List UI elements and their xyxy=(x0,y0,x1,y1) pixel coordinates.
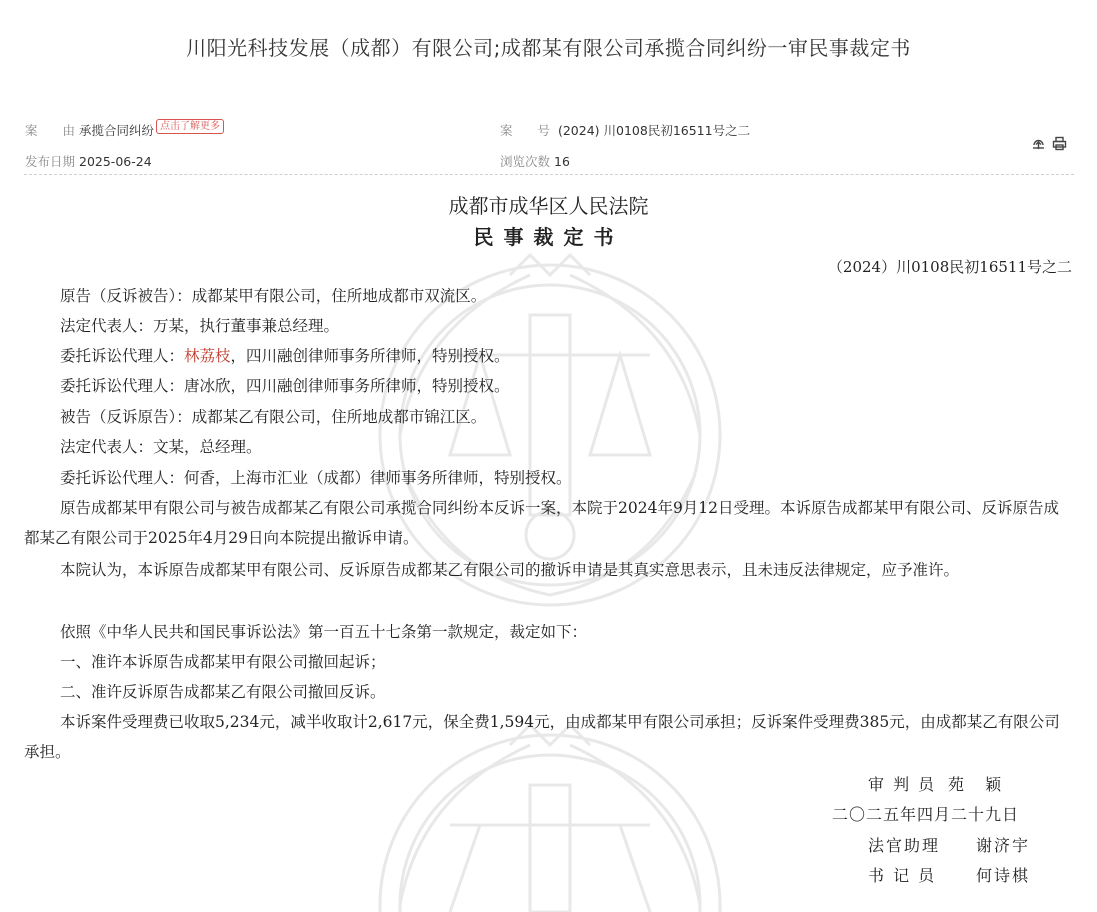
assistant-title: 法官助理 xyxy=(868,836,941,855)
publish-date-label: 发布日期 xyxy=(25,154,76,169)
print-icon[interactable] xyxy=(1052,136,1067,151)
paragraph-plaintiff-rep: 法定代表人：万某，执行董事兼总经理。 xyxy=(60,317,340,335)
clerk-title: 书 记 员 xyxy=(868,866,937,885)
views-value: 16 xyxy=(554,154,570,169)
paragraph-legal-basis: 依照《中华人民共和国民事诉讼法》第一百五十七条第一款规定，裁定如下： xyxy=(60,623,588,641)
meta-cause xyxy=(25,121,224,140)
meta-views xyxy=(500,152,570,170)
paragraph-case-facts: 原告成都某甲有限公司与被告成都某乙有限公司承揽合同纠纷本反诉一案，本院于2024年9月12日受理。本诉原告成都某甲有限公司、反诉原告成都某乙有限公司于2025年4月29日向本院提出撤诉申请。 xyxy=(24,499,1060,547)
assistant-name: 谢济宇 xyxy=(976,836,1031,855)
paragraph-court-opinion: 本院认为，本诉原告成都某甲有限公司、反诉原告成都某乙有限公司的撤诉申请是其真实意思表示，且未违反法律规定，应予准许。 xyxy=(60,561,960,579)
publish-date-value: 2025-06-24 xyxy=(79,154,152,169)
views-label: 浏览次数 xyxy=(500,154,551,169)
judge-name: 苑 颖 xyxy=(948,775,1010,794)
case-number-value: (2024) 川0108民初16511号之二 xyxy=(557,123,751,138)
court-name: 成都市成华区人民法院 xyxy=(448,194,649,218)
paragraph-plaintiff: 原告（反诉被告）：成都某甲有限公司，住所地成都市双流区。 xyxy=(60,287,487,305)
paragraph-fees: 本诉案件受理费已收取5,234元，减半收取计2,617元，保全费1,594元，由成都某甲有限公司承担；反诉案件受理费385元，由成都某乙有限公司承担。 xyxy=(24,713,1060,761)
agent-suffix: ，四川融创律师事务所律师，特别授权。 xyxy=(230,347,510,365)
learn-more-badge[interactable]: 点击了解更多 xyxy=(156,119,224,134)
agent-prefix: 委托诉讼代理人： xyxy=(60,347,185,365)
document-case-number: （2024）川0108民初16511号之二 xyxy=(827,258,1072,276)
meta-case-number xyxy=(500,121,750,139)
paragraph-plaintiff-agent-1 xyxy=(24,341,1072,371)
cause-value: 承揽合同纠纷 xyxy=(79,123,155,138)
clerk-name: 何诗棋 xyxy=(976,866,1031,885)
paragraph-ruling-1: 一、准许本诉原告成都某甲有限公司撤回起诉； xyxy=(60,653,386,671)
paragraph-plaintiff-agent-2: 委托诉讼代理人：唐冰欣，四川融创律师事务所律师，特别授权。 xyxy=(60,377,510,395)
judge-title: 审 判 员 xyxy=(868,775,937,794)
meta-publish-date xyxy=(25,152,152,170)
lawyer-name-link[interactable]: 林荔枝 xyxy=(184,347,231,365)
cause-label: 案 由 xyxy=(25,123,76,138)
paragraph-defendant-rep: 法定代表人：文某，总经理。 xyxy=(60,438,262,456)
meta-divider xyxy=(24,174,1074,175)
ruling-date: 二〇二五年四月二十九日 xyxy=(832,805,1020,824)
page-title: 川阳光科技发展（成都）有限公司;成都某有限公司承揽合同纠纷一审民事裁定书 xyxy=(186,36,911,60)
case-number-label: 案 号 xyxy=(500,123,551,138)
paragraph-defendant: 被告（反诉原告）：成都某乙有限公司，住所地成都市锦江区。 xyxy=(60,408,487,426)
export-icon[interactable] xyxy=(1031,136,1046,151)
paragraph-defendant-agent: 委托诉讼代理人：何香，上海市汇业（成都）律师事务所律师，特别授权。 xyxy=(60,469,572,487)
toolbar-icons xyxy=(1031,136,1067,151)
paragraph-ruling-2: 二、准许反诉原告成都某乙有限公司撤回反诉。 xyxy=(60,683,386,701)
document-type: 民事裁定书 xyxy=(473,225,624,249)
